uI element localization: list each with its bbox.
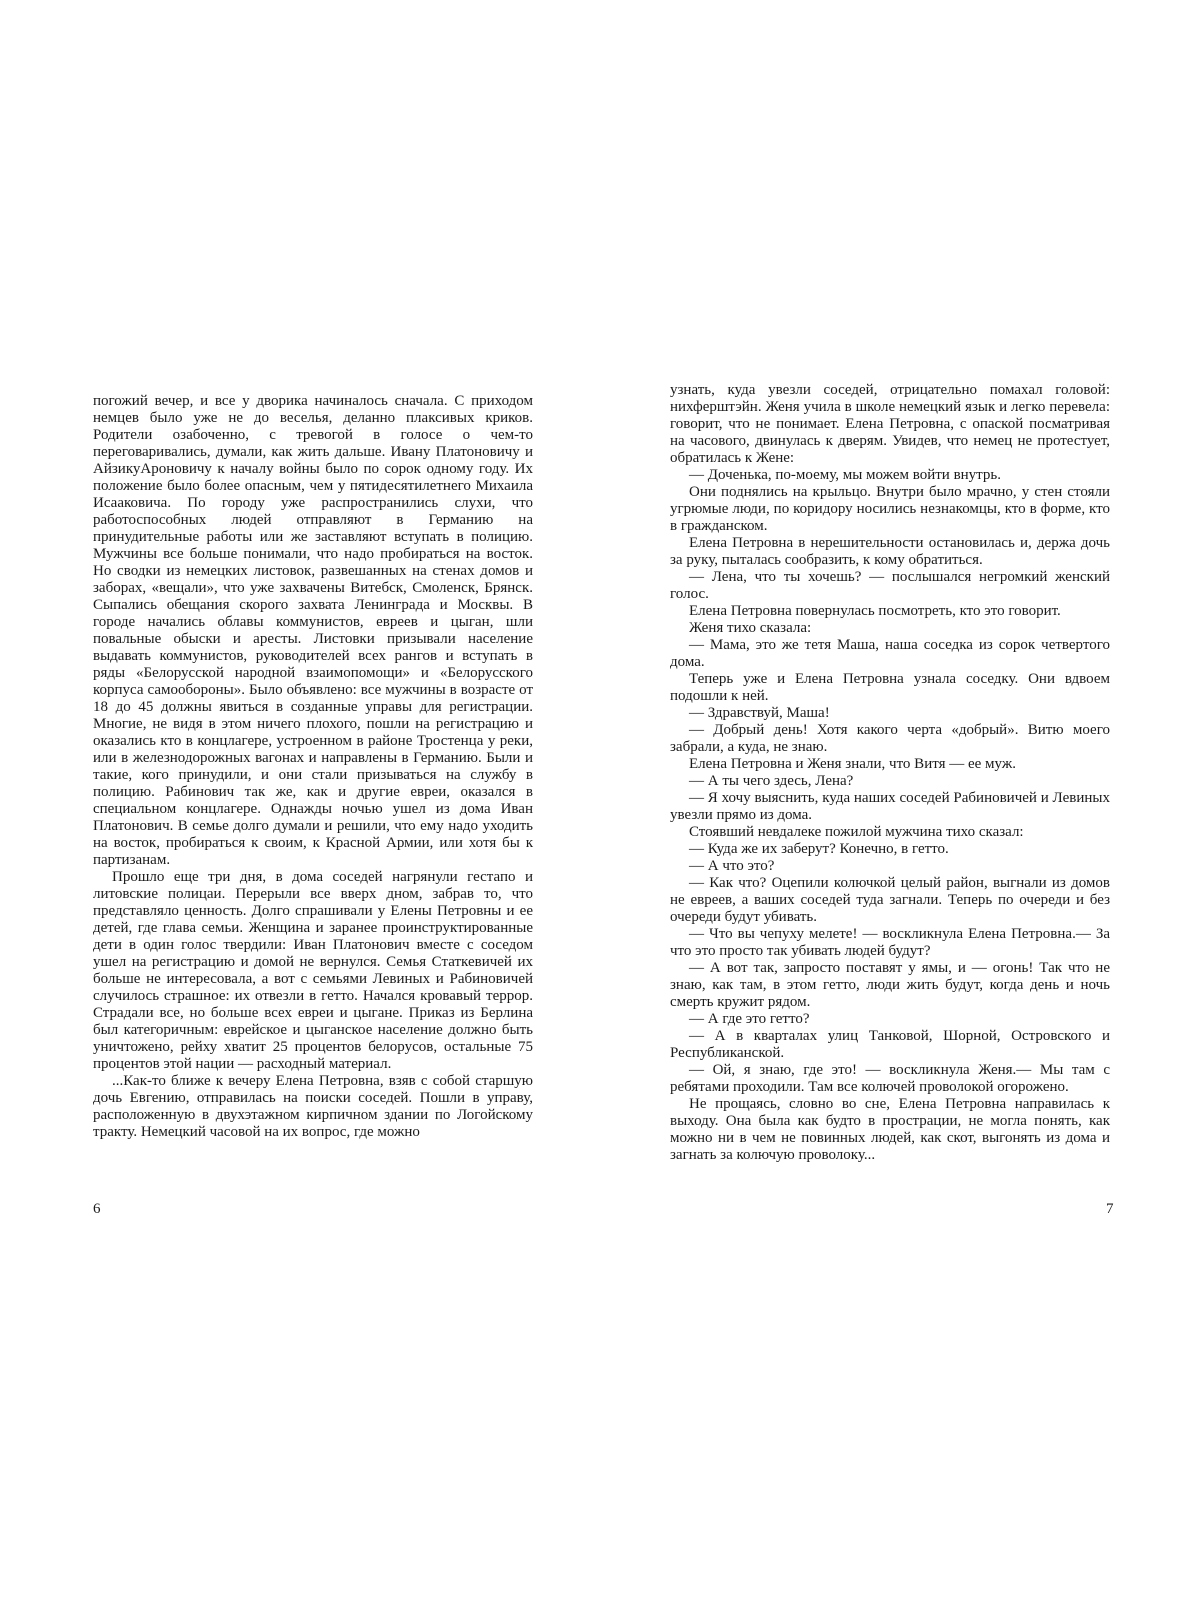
- paragraph: Елена Петровна повернулась посмотреть, кто это говорит.: [689, 603, 1061, 619]
- paragraph: — Как что? Оцепили колючкой целый район, выгнали из домов не евреев, а ваших соседей туда загнали. Теперь по очереди и без очереди будут убивать.: [670, 875, 1110, 925]
- left-page-text: [93, 393, 533, 1141]
- paragraph: ...Как-то ближе к вечеру Елена Петровна, взяв с собой старшую дочь Евгению, отправилась на поиски соседей. Пошли в управу, расположенную в двухэтажном кирпичном здании по Логойскому тракту. Немецкий часовой на их вопрос, где можно: [93, 1073, 533, 1140]
- paragraph: — А ты чего здесь, Лена?: [689, 773, 854, 789]
- paragraph: Стоявший невдалеке пожилой мужчина тихо сказал:: [689, 824, 1024, 840]
- paragraph: — А что это?: [689, 858, 775, 874]
- paragraph: — А вот так, запросто поставят у ямы, и — огонь! Так что не знаю, как там, в этом гетто, люди жить будут, когда день и ночь смерть кружит рядом.: [670, 960, 1110, 1010]
- page-number-left: 6: [93, 1201, 101, 1217]
- paragraph: — Что вы чепуху мелете! — воскликнула Елена Петровна.— За что это просто так убивать людей будут?: [670, 926, 1110, 959]
- paragraph: — А где это гетто?: [689, 1011, 810, 1027]
- paragraph: — Мама, это же тетя Маша, наша соседка из сорок четвертого дома.: [670, 637, 1110, 670]
- page-number-right: 7: [1106, 1201, 1114, 1217]
- paragraph: — Куда же их заберут? Конечно, в гетто.: [689, 841, 949, 857]
- paragraph: — Лена, что ты хочешь? — послышался негромкий женский голос.: [670, 569, 1110, 602]
- paragraph: Женя тихо сказала:: [689, 620, 812, 636]
- paragraph: — Здравствуй, Маша!: [689, 705, 830, 721]
- paragraph: — Добрый день! Хотя какого черта «добрый». Витю моего забрали, а куда, не знаю.: [670, 722, 1110, 755]
- right-page-text: [670, 382, 1110, 1164]
- paragraph: Елена Петровна в нерешительности остановилась и, держа дочь за руку, пыталась сообразить, к кому обратиться.: [670, 535, 1110, 568]
- paragraph: — А в кварталах улиц Танковой, Шорной, Островского и Республиканской.: [670, 1028, 1110, 1061]
- paragraph: — Я хочу выяснить, куда наших соседей Рабиновичей и Левиных увезли прямо из дома.: [670, 790, 1110, 823]
- paragraph: Они поднялись на крыльцо. Внутри было мрачно, у стен стояли угрюмые люди, по коридору носились незнакомцы, кто в форме, кто в гражданском.: [670, 484, 1110, 534]
- paragraph: узнать, куда увезли соседей, отрицательно помахал головой: нихферштэйн. Женя учила в школе немецкий язык и легко перевела: говорит, что не понимает. Елена Петровна, с опаской посматривая на часового, двинулась к дверям. Увидев, что немец не протестует, обратилась к Жене:: [670, 382, 1110, 466]
- left-page: [0, 0, 545, 1600]
- paragraph: Теперь уже и Елена Петровна узнала соседку. Они вдвоем подошли к ней.: [670, 671, 1110, 704]
- right-page: [600, 0, 1145, 1600]
- paragraph: Елена Петровна и Женя знали, что Витя — ее муж.: [689, 756, 1016, 772]
- paragraph: погожий вечер, и все у дворика начиналось сначала. С приходом немцев было уже не до веселья, деланно плаксивых криков. Родители озабоченно, с тревогой в голосе о чем-то переговаривались, думали, как жить дальше. Ивану Платоновичу и АйзикуАроновичу к началу войны было по сорок одному году. Их положение было более опасным, чем у пятидесятилетнего Михаила Исааковича. По городу уже распространились слухи, что работоспособных людей отправляют в Германию на принудительные работы или же заставляют вступать в полицию. Мужчины все больше понимали, что надо пробираться на восток. Но сводки из немецких листовок, развешанных на стенах домов и заборах, «вещали», что уже захвачены Витебск, Смоленск, Брянск. Сыпались обещания скорого захвата Ленинграда и Москвы. В городе начались облавы коммунистов, евреев и цыган, шли повальные обыски и аресты. Листовки призывали население выдавать коммунистов, руководителей всех рангов и вступать в ряды «Белорусской народной взаимопомощи» и «Белорусского корпуса самообороны». Было объявлено: все мужчины в возрасте от 18 до 45 должны явиться в созданные управы для регистрации. Многие, не видя в этом ничего плохого, пошли на регистрацию и оказались кто в концлагере, устроенном в районе Тростенца у реки, или в железнодорожных вагонах и направлены в Германию. Были и такие, кого принудили, и они стали призываться на службу в полицию. Рабинович так же, как и другие евреи, оказался в специальном концлагере. Однажды ночью ушел из дома Иван Платонович. В семье долго думали и решили, что ему надо уходить на восток, пробираться к своим, к Красной Армии, или хотя бы к партизанам.: [93, 393, 533, 868]
- paragraph: — Ой, я знаю, где это! — воскликнула Женя.— Мы там с ребятами проходили. Там все колючей проволокой огорожено.: [670, 1062, 1110, 1095]
- paragraph: Не прощаясь, словно во сне, Елена Петровна направилась к выходу. Она была как будто в прострации, не могла понять, как можно ни в чем не повинных людей, как скот, выгонять из дома и загнать за колючую проволоку...: [670, 1096, 1110, 1163]
- paragraph: — Доченька, по-моему, мы можем войти внутрь.: [689, 467, 1002, 483]
- paragraph: Прошло еще три дня, в дома соседей нагрянули гестапо и литовские полицаи. Перерыли все вверх дном, забрав то, что представляло ценность. Долго спрашивали у Елены Петровны и ее детей, где глава семьи. Женщина и заранее проинструктированные дети в один голос твердили: Иван Платонович вместе с соседом ушел на регистрацию и домой не вернулся. Семья Статкевичей их больше не интересовала, а вот с семьями Левиных и Рабиновичей случилось страшное: их отвезли в гетто. Начался кровавый террор. Страдали все, но больше всех евреи и цыгане. Приказ из Берлина был категоричным: еврейское и цыганское население должно быть уничтожено, рейху хватит 25 процентов белорусов, остальные 75 процентов этой нации — расходный материал.: [93, 869, 533, 1072]
